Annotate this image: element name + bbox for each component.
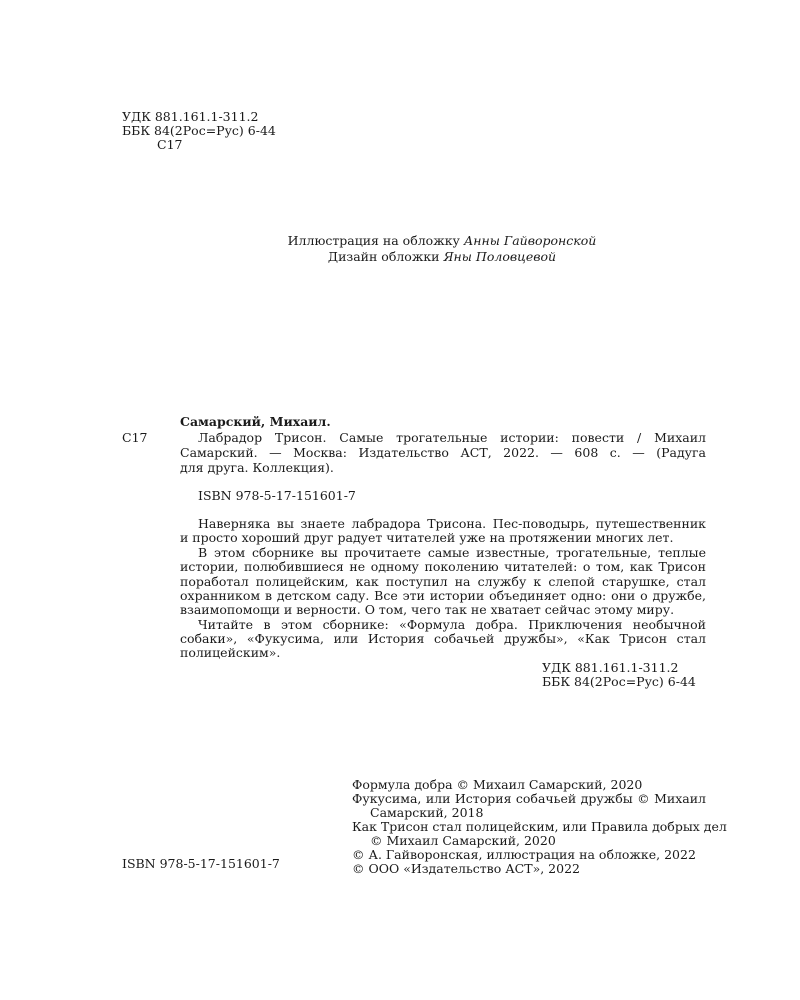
catalog-isbn: ISBN 978-5-17-151601-7 bbox=[198, 488, 356, 503]
catalog-entry-line: Лабрадор Трисон. Самые трогательные истории: повести / Михаил bbox=[198, 430, 706, 445]
bbk-code-top: ББК 84(2Рос=Рус) 6-44 bbox=[122, 123, 276, 138]
annotation-line: взаимопомощи и верности. О том, чего так не хватает сейчас этому миру. bbox=[180, 602, 675, 617]
author-mark-top: С17 bbox=[157, 137, 183, 152]
catalog-entry-line: для друга. Коллекция). bbox=[180, 460, 334, 475]
catalog-entry-line: Самарский. — Москва: Издательство АСТ, 2022. — 608 с. — (Радуга bbox=[180, 445, 706, 460]
copyright-line: Фукусима, или История собачьей дружбы © Михаил bbox=[352, 791, 706, 806]
annotation-line: поработал полицейским, как поступил на службу к слепой старушке, стал bbox=[180, 574, 706, 589]
copyright-line: © Михаил Самарский, 2020 bbox=[370, 833, 556, 848]
annotation-line: собаки», «Фукусима, или История собачьей дружбы», «Как Трисон стал bbox=[180, 631, 706, 646]
illustration-credit bbox=[0, 234, 800, 248]
udk-code-annotation: УДК 881.161.1-311.2 bbox=[542, 660, 679, 675]
illustration-credit-prefix: Иллюстрация на обложку bbox=[287, 233, 464, 248]
copyright-line: Как Трисон стал полицейским, или Правила добрых дел bbox=[352, 819, 727, 834]
annotation-line: и просто хороший друг радует читателей уже на протяжении многих лет. bbox=[180, 530, 674, 545]
annotation-line: истории, полюбившиеся не одному поколению читателей: о том, как Трисон bbox=[180, 559, 706, 574]
isbn-bottom: ISBN 978-5-17-151601-7 bbox=[122, 856, 280, 871]
udk-code-top: УДК 881.161.1-311.2 bbox=[122, 109, 259, 124]
annotation-line: В этом сборнике вы прочитаете самые известные, трогательные, теплые bbox=[198, 545, 706, 560]
copyright-line: © ООО «Издательство АСТ», 2022 bbox=[352, 861, 580, 876]
copyright-line: © А. Гайворонская, иллюстрация на обложке, 2022 bbox=[352, 847, 696, 862]
illustrator-name: Анны Гайворонской bbox=[463, 233, 597, 248]
bbk-code-annotation: ББК 84(2Рос=Рус) 6-44 bbox=[542, 674, 696, 689]
design-credit-prefix: Дизайн обложки bbox=[327, 249, 444, 264]
designer-name: Яны Половцевой bbox=[443, 249, 557, 264]
annotation-line: полицейским». bbox=[180, 645, 281, 660]
design-credit bbox=[0, 250, 800, 264]
annotation-line: охранником в детском саду. Все эти истории объединяет одно: они о дружбе, bbox=[180, 588, 706, 603]
catalog-author: Самарский, Михаил. bbox=[180, 414, 331, 429]
copyright-line: Формула добра © Михаил Самарский, 2020 bbox=[352, 777, 643, 792]
copyright-line: Самарский, 2018 bbox=[370, 805, 484, 820]
catalog-mark: С17 bbox=[122, 430, 148, 445]
annotation-line: Наверняка вы знаете лабрадора Трисона. Пес-поводырь, путешественник bbox=[198, 516, 706, 531]
annotation-line: Читайте в этом сборнике: «Формула добра. Приключения необычной bbox=[198, 617, 706, 632]
